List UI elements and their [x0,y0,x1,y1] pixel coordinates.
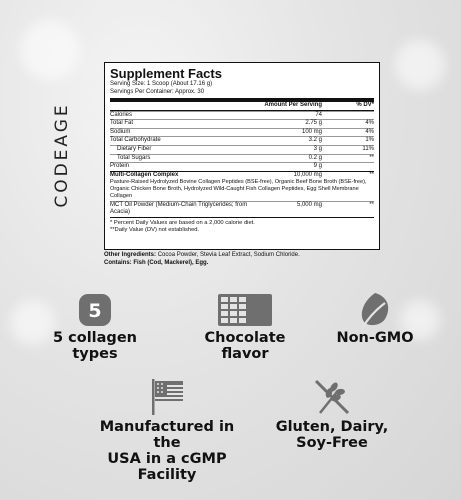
feature-usa-label-1: Manufactured in the [99,419,235,451]
feature-free-label-1: Gluten, Dairy, [275,419,389,435]
feature-collagen-label-1: 5 collagen [53,330,137,346]
leaf-icon [355,291,395,329]
facts-title: Supplement Facts [110,66,222,81]
brand-logo: CODEAGE [52,102,72,208]
feature-chocolate-flavor [175,290,315,362]
collagen-count: 5 [88,300,102,322]
facts-header-row [110,102,374,110]
facts-row-mct: MCT Oil Powder (Medium-Chain Triglycerides; from Acacia) 5,000 mg ** [110,201,374,216]
blend-description: Pasture-Raised Hydrolyzed Bovine Collagen Peptides (BSE-free), Organic Beef Bone Broth (BSE-free), Organic Chicken Bone Broth, Hydrolyzed Wild-Caught Fish Collagen Peptides, Egg Shell Membrane Collagen [110,179,367,199]
feature-usa-label-2: USA in a cGMP Facility [107,451,227,483]
facts-row-total-fat: Total Fat 2.75 g 4% [110,120,374,127]
supplement-facts-panel [104,62,380,250]
servings-per-container: Servings Per Container: Approx. 30 [110,88,205,95]
chocolate-bar-icon [217,292,273,328]
feature-chocolate-label-2: flavor [221,346,269,362]
no-wheat-icon [312,377,352,417]
other-ingredients-block [104,252,404,267]
feature-collagen-types [25,290,165,362]
other-ingredients-text: Cocoa Powder, Stevia Leaf Extract, Sodium Chloride. [157,252,300,258]
facts-row-protein: Protein 9 g [110,162,374,171]
header-dv: % DV* [356,102,374,108]
facts-row-sodium: Sodium 100 mg 4% [110,128,374,135]
number-badge-icon [75,293,115,327]
facts-row-total-sugars: Total Sugars 0.2 g ** [110,154,374,163]
feature-collagen-label-2: types [72,346,118,362]
contains-allergens: Contains: Fish (Cod, Mackerel), Egg. [104,259,209,266]
feature-allergen-free [262,375,402,451]
footnote-dv-not-established: **Daily Value (DV) not established. [110,226,200,233]
feature-usa-facility [92,375,242,483]
feature-non-gmo [305,290,445,346]
serving-size: Serving Size: 1 Scoop (About 17.16 g) [110,81,213,87]
other-ingredients-label: Other Ingredients: [104,252,157,258]
facts-row-dietary-fiber: Dietary Fiber 3 g 11% [110,145,374,154]
footnote-dv: * Percent Daily Values are based on a 2,000 calorie diet. [110,219,255,226]
facts-row-calories: Calories 74 [110,111,374,120]
header-amount: Amount Per Serving [264,102,322,108]
feature-chocolate-label-1: Chocolate [204,330,286,346]
facts-row-total-carbohydrate: Total Carbohydrate 3.2 g 1% [110,137,374,144]
facts-row-blend: Multi-Collagen Complex 10,000 mg ** [110,171,374,178]
feature-nongmo-label: Non-GMO [336,330,414,346]
flag-icon [149,377,185,417]
feature-free-label-2: Soy-Free [296,435,368,451]
